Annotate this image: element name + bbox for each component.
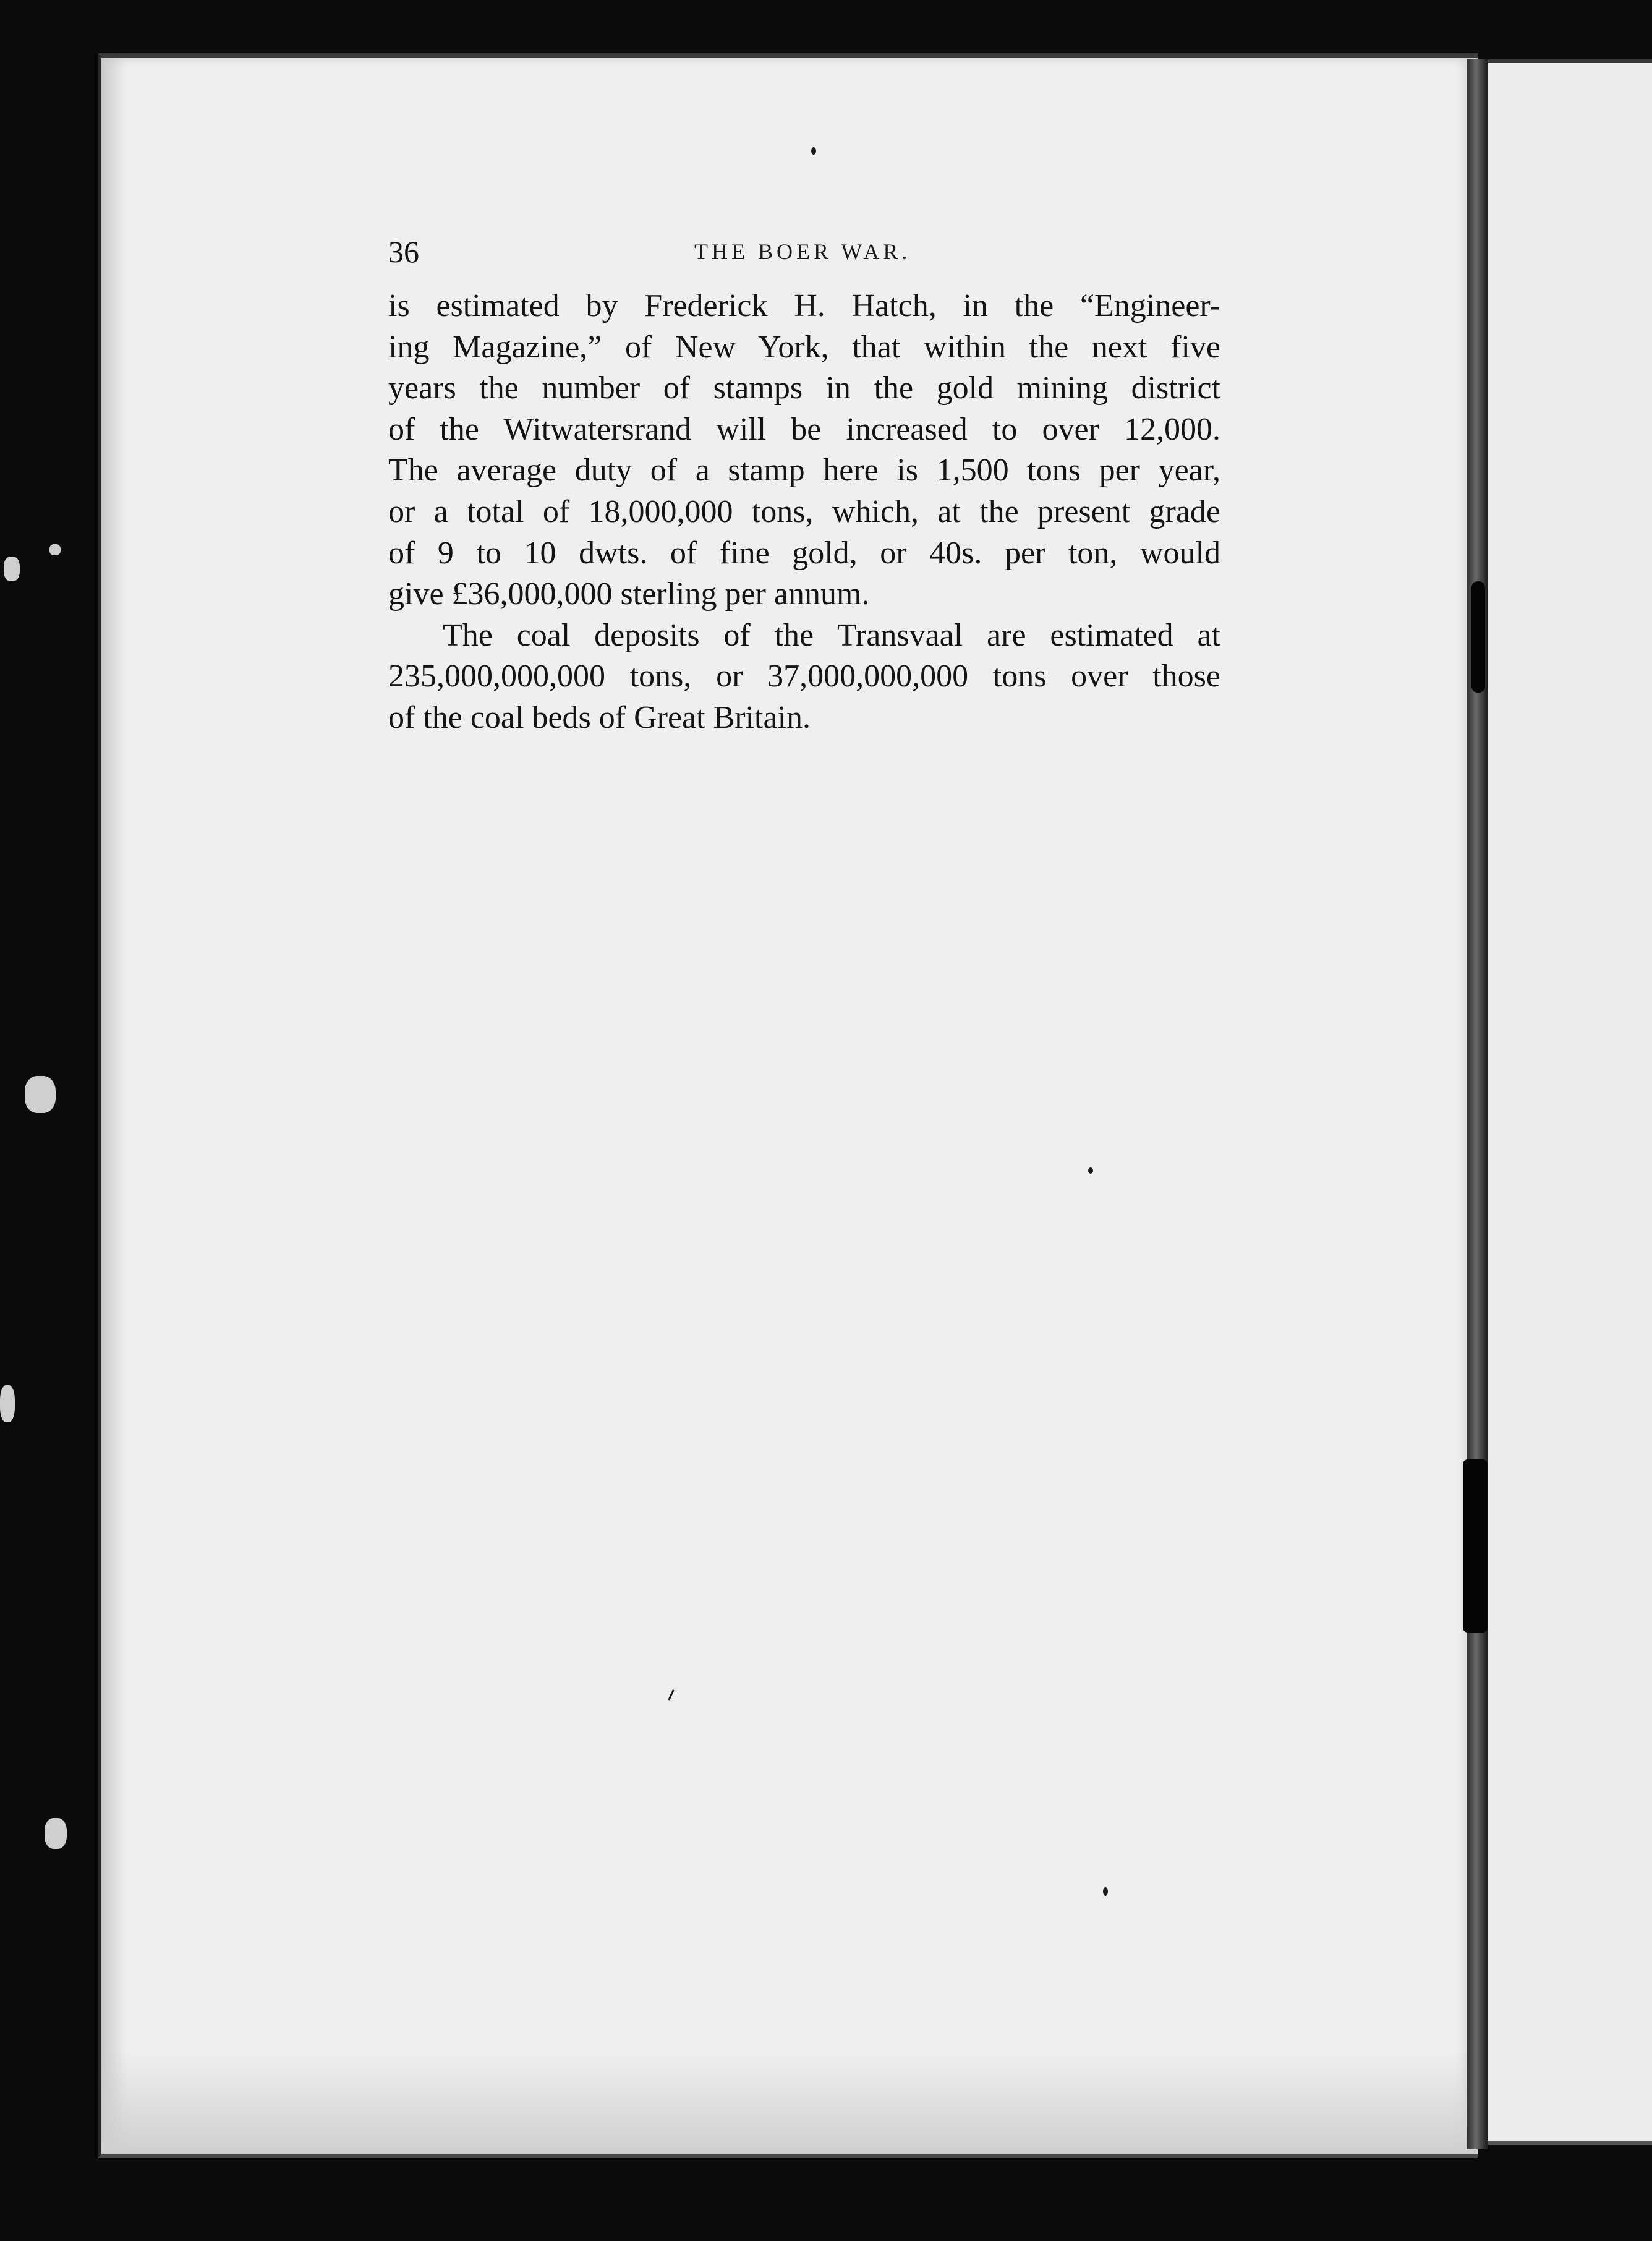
scan-speck — [25, 1076, 56, 1113]
ink-speck — [811, 147, 816, 155]
scan-speck — [0, 1385, 15, 1422]
text-line: give £36,000,000 sterling per annum. — [388, 576, 870, 612]
binding-mark — [1471, 581, 1485, 693]
ink-speck — [1088, 1167, 1093, 1174]
text-line: years the number of stamps in the gold mining district — [388, 370, 1220, 406]
body-text — [388, 286, 1220, 739]
running-title: THE BOER WAR. — [694, 239, 911, 264]
text-line: or a total of 18,000,000 tons, which, at the present grade — [388, 493, 1220, 529]
text-line: 235,000,000,000 tons, or 37,000,000,000 tons over those — [388, 659, 1220, 694]
page-bottom-stain — [101, 2049, 1478, 2154]
scan-speck — [49, 544, 61, 555]
text-line: of 9 to 10 dwts. of fine gold, or 40s. per ton, would — [388, 535, 1220, 571]
ink-speck — [1103, 1887, 1108, 1896]
text-line: ing Magazine,” of New York, that within the next five — [388, 329, 1220, 365]
text-line: is estimated by Frederick H. Hatch, in the “Engineer- — [388, 288, 1220, 323]
adjacent-page — [1488, 59, 1652, 2145]
text-line: of the Witwatersrand will be increased to over 12,000. — [388, 411, 1220, 447]
page-edge-shading — [101, 58, 126, 2154]
ink-speck — [668, 1689, 674, 1701]
text-line: The coal deposits of the Transvaal are estimated at — [443, 617, 1220, 653]
book-gutter — [1467, 59, 1488, 2149]
running-header — [388, 234, 1222, 277]
text-line: The average duty of a stamp here is 1,500 tons per year, — [388, 453, 1220, 489]
text-line: of the coal beds of Great Britain. — [388, 699, 811, 735]
scan-speck — [45, 1818, 67, 1849]
binding-mark — [1463, 1459, 1488, 1633]
scan-speck — [4, 557, 20, 581]
page-number: 36 — [388, 234, 419, 269]
